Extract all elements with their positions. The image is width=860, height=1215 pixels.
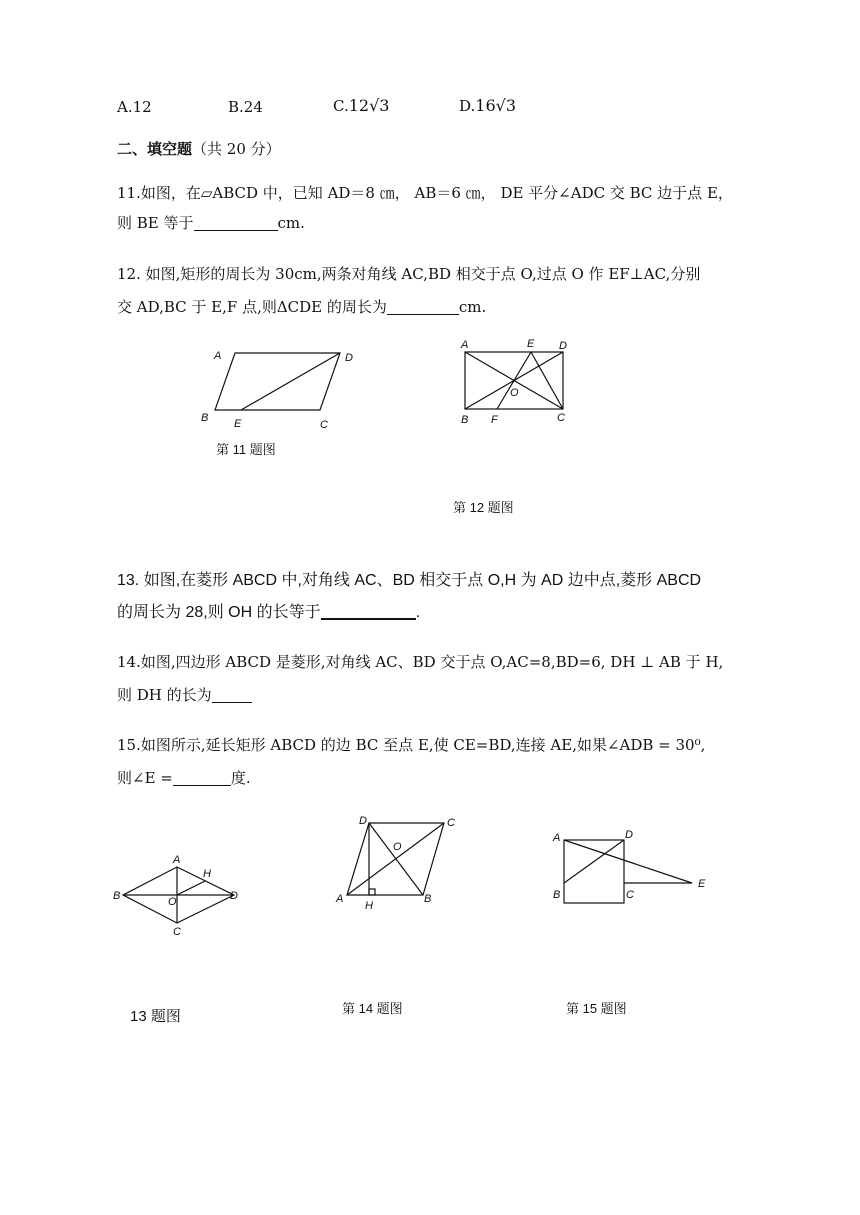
q11-line2 — [117, 213, 305, 233]
q12-line2-after: cm. — [458, 298, 487, 316]
q15-line1: 15.如图所示,延长矩形 ABCD 的边 BC 至点 E,使 CE=BD,连接 AE,如果∠ADB = 30⁰, — [117, 736, 706, 754]
fig11-parallelogram — [215, 353, 340, 410]
fig12-label-a: A — [461, 339, 469, 351]
q14-line1: 14.如图,四边形 ABCD 是菱形,对角线 AC、BD 交于点 O,AC=8,BD=6, DH ⊥ AB 于 H, — [117, 653, 724, 671]
fig14-label-a: A — [336, 893, 344, 905]
fig15-caption: 第 15 题图 — [566, 1001, 627, 1016]
fig12-label-b: B — [461, 414, 469, 426]
q13-answer-blank[interactable] — [321, 602, 416, 620]
fig13-segment-oh — [177, 881, 205, 895]
section-title: 二、填空题 — [117, 140, 193, 158]
fig15-label-d: D — [625, 829, 633, 841]
option-c-value: 12√3 — [348, 96, 390, 115]
fig15-segment-ae — [564, 840, 692, 883]
q14-answer-blank[interactable] — [212, 686, 252, 703]
fig12-caption: 第 12 题图 — [453, 500, 514, 515]
q11-answer-blank[interactable] — [194, 214, 278, 231]
fig13-label-c: C — [173, 926, 181, 938]
figure-14 — [330, 810, 470, 920]
q11-line2-after: cm. — [277, 214, 305, 232]
fig13-label-a: A — [173, 854, 181, 866]
q13-line2-before: 的周长为 28,则 OH 的长等于 — [117, 604, 321, 621]
fig13-label-b: B — [113, 890, 121, 902]
q11-line1: 11.如图，在▱ABCD 中，已知 AD＝8 ㎝， AB＝6 ㎝， DE 平分∠ADC 交 BC 边于点 E， — [117, 184, 733, 202]
fig15-diagonal-bd — [564, 840, 624, 883]
q15-line2-before: 则∠E = — [117, 769, 173, 787]
fig11-label-a: A — [214, 350, 222, 362]
fig14-diagonal-bd — [369, 823, 423, 895]
figure-12 — [455, 335, 585, 435]
figure-11 — [195, 340, 365, 440]
fig12-label-d: D — [559, 340, 567, 352]
fig11-segment-de — [241, 353, 340, 410]
fig14-right-angle-mark — [369, 889, 375, 895]
option-a: A.12 — [117, 98, 152, 116]
option-c — [333, 96, 389, 116]
q11-line2-before: 则 BE 等于 — [117, 214, 194, 232]
fig15-label-b: B — [553, 889, 561, 901]
fig14-caption: 第 14 题图 — [342, 1001, 403, 1016]
q12-answer-blank[interactable] — [387, 298, 459, 315]
fig15-label-e: E — [698, 878, 706, 890]
fig11-label-e: E — [234, 418, 242, 430]
q13-line2-after: . — [415, 604, 421, 621]
fig11-caption: 第 11 题图 — [216, 442, 276, 457]
fig13-label-d: D — [230, 890, 238, 902]
fig14-label-c: C — [447, 817, 455, 829]
fig15-label-c: C — [626, 889, 634, 901]
q14-line2-before: 则 DH 的长为 — [117, 686, 212, 704]
section-heading — [117, 139, 281, 159]
q15-answer-blank[interactable] — [173, 769, 231, 786]
fig15-label-a: A — [553, 832, 561, 844]
q12-line2 — [117, 297, 486, 317]
fig13-label-h: H — [203, 868, 211, 880]
fig12-label-o: O — [510, 387, 519, 399]
option-d-value: 16√3 — [475, 96, 516, 115]
q14-line2 — [117, 685, 252, 705]
fig11-label-d: D — [345, 352, 353, 364]
fig14-label-d: D — [359, 815, 367, 827]
figure-13 — [110, 850, 250, 940]
q15-line2-after: 度. — [230, 769, 251, 787]
option-c-prefix: C. — [333, 97, 349, 115]
figure-15 — [548, 820, 718, 900]
option-b: B.24 — [228, 98, 263, 116]
fig12-label-c: C — [557, 412, 565, 424]
fig13-caption: 13 题图 — [130, 1008, 181, 1025]
q15-line2 — [117, 768, 251, 788]
q13-line1: 13. 如图,在菱形 ABCD 中,对角线 AC、BD 相交于点 O,H 为 AD 边中点,菱形 ABCD — [117, 572, 702, 589]
q13-line2 — [117, 602, 420, 623]
section-score: （共 20 分） — [192, 140, 281, 158]
option-d-prefix: D. — [459, 97, 476, 115]
fig12-label-e: E — [527, 338, 535, 350]
fig12-label-f: F — [491, 414, 498, 426]
q12-line1: 12. 如图,矩形的周长为 30cm,两条对角线 AC,BD 相交于点 O,过点 O 作 EF⊥AC,分别 — [117, 265, 701, 283]
fig14-label-b: B — [424, 893, 432, 905]
fig12-segment-ef — [497, 352, 531, 409]
fig13-label-o: O — [168, 896, 177, 908]
fig14-label-o: O — [393, 841, 402, 853]
fig14-label-h: H — [365, 900, 373, 912]
fig11-label-b: B — [201, 412, 209, 424]
fig11-label-c: C — [320, 419, 328, 431]
q12-line2-before: 交 AD,BC 于 E,F 点,则ΔCDE 的周长为 — [117, 298, 387, 316]
fig12-segment-ec — [531, 352, 563, 409]
option-d — [459, 96, 516, 116]
